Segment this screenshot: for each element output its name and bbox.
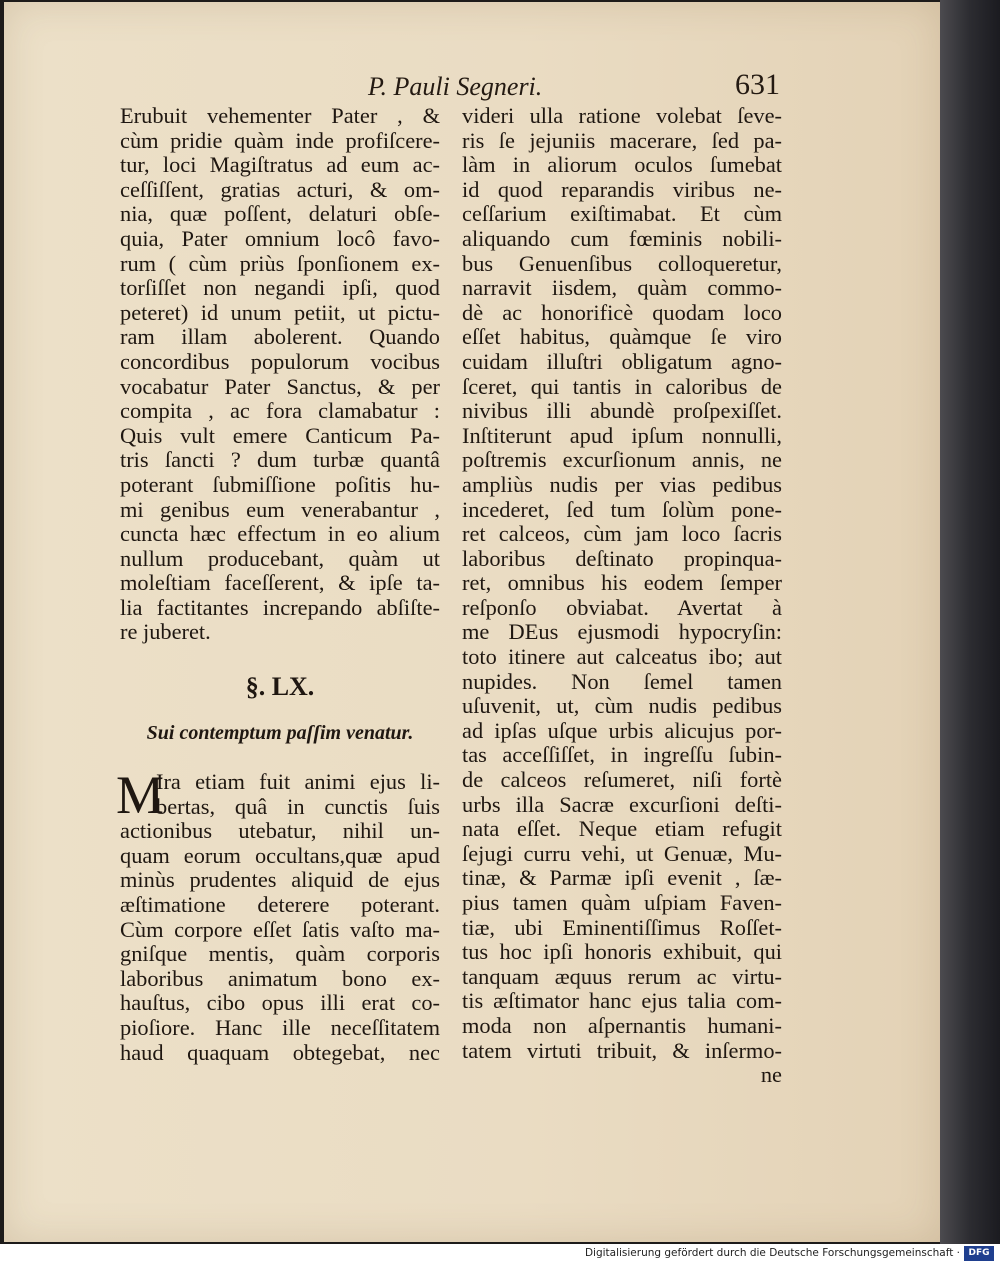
text-line: moleſtiam faceſſerent, & ipſe ta- bbox=[120, 571, 440, 596]
text-line: bertas, quâ in cunctis ſuis bbox=[156, 794, 440, 819]
text-line: Cùm corpore eſſet ſatis vaſto ma- bbox=[120, 917, 440, 942]
text-line: narravit iisdem, quàm commo- bbox=[462, 276, 782, 301]
text-line: ris ſe jejuniis macerare, ſed pa- bbox=[462, 128, 782, 153]
text-line: Inſtiterunt apud ipſum nonnulli, bbox=[462, 423, 782, 448]
text-line: laboribus animatum bono ex- bbox=[120, 966, 440, 991]
text-line: ret, omnibus his eodem ſemper bbox=[462, 571, 782, 596]
text-line: re juberet. bbox=[120, 620, 211, 645]
text-line: reſponſo obviabat. Avertat à bbox=[462, 595, 782, 620]
text-line: tis æſtimator hanc ejus talia com- bbox=[462, 989, 782, 1014]
text-line: cuidam illuſtri obligatum agno- bbox=[462, 349, 782, 374]
text-line: poſtremis excurſionum annis, ne bbox=[462, 448, 782, 473]
text-line: poterant ſubmiſſione poſitis hu- bbox=[120, 472, 440, 497]
text-line: me DEus ejusmodi hypocryſin: bbox=[462, 620, 782, 645]
text-line: compita , ac fora clamabatur : bbox=[120, 399, 440, 424]
text-line: concordibus populorum vocibus bbox=[120, 349, 440, 374]
running-title: P. Pauli Segneri. bbox=[368, 72, 543, 101]
text-line: Quis vult emere Canticum Pa- bbox=[120, 423, 440, 448]
funding-credit: Digitalisierung gefördert durch die Deutsche Forschungsgemeinschaft · bbox=[584, 1247, 960, 1259]
text-line: uſuvenit, ut, cùm nudis pedibus bbox=[462, 694, 782, 719]
text-line: ret calceos, cùm jam loco ſacris bbox=[462, 522, 782, 547]
text-line: quam eorum occultans,quæ apud bbox=[120, 843, 440, 868]
text-line: actionibus utebatur, nihil un- bbox=[120, 819, 440, 844]
text-line: quia, Pater omnium locô favo- bbox=[120, 226, 440, 251]
text-line: videri ulla ratione volebat ſeve- bbox=[462, 104, 782, 128]
text-line: làm in aliorum oculos ſumebat bbox=[462, 153, 782, 178]
text-line: haud quaquam obtegebat, nec bbox=[120, 1040, 440, 1065]
text-line: toto itinere aut calceatus ibo; aut bbox=[462, 645, 782, 670]
text-line: tas acceſſiſſet, in ingreſſu ſubin- bbox=[462, 743, 782, 768]
text-line: tur, loci Magiſtratus ad eum ac- bbox=[120, 153, 440, 178]
text-line: bus Genuenſibus colloqueretur, bbox=[462, 251, 782, 276]
text-line: eſſet habitus, quàmque ſe viro bbox=[462, 325, 782, 350]
text-line: rum ( cùm priùs ſponſionem ex- bbox=[120, 251, 440, 276]
right-column bbox=[462, 104, 782, 1088]
text-line: ſejugi curru vehi, ut Genuæ, Mu- bbox=[462, 841, 782, 866]
text-line: de calceos reſumeret, niſi fortè bbox=[462, 768, 782, 793]
footer-bar bbox=[0, 1244, 1000, 1264]
drop-cap: M bbox=[116, 765, 165, 825]
text-line: ceſſiſſent, gratias acturi, & om- bbox=[120, 177, 440, 202]
text-line: Ira etiam fuit animi ejus li- bbox=[156, 770, 440, 794]
left-column-paragraph-2 bbox=[120, 770, 440, 1065]
text-line: ampliùs nudis per vias pedibus bbox=[462, 472, 782, 497]
page-number: 631 bbox=[735, 68, 780, 101]
text-line: moda non aſpernantis humani- bbox=[462, 1013, 782, 1038]
text-line: urbs illa Sacræ excurſioni deſti- bbox=[462, 792, 782, 817]
text-line: aliquando cum fœminis nobili- bbox=[462, 226, 782, 251]
text-line: cuncta hæc effectum in eo alium bbox=[120, 522, 440, 547]
text-line: Erubuit vehementer Pater , & bbox=[120, 104, 440, 128]
text-line: nivibus illi abundè proſpexiſſet. bbox=[462, 399, 782, 424]
left-column-paragraph-1 bbox=[120, 104, 440, 645]
dfg-logo: DFG bbox=[964, 1246, 994, 1261]
text-line: hauſtus, cibo opus illi erat co- bbox=[120, 991, 440, 1016]
text-line: æſtimatione deterere poterant. bbox=[120, 892, 440, 917]
section-heading: §. LX. bbox=[245, 672, 315, 701]
text-line: ceſſarium exiſtimabat. Et cùm bbox=[462, 202, 782, 227]
text-line: ſceret, qui tantis in caloribus de bbox=[462, 374, 782, 399]
text-line: peteret) id unum petiit, ut pictu- bbox=[120, 300, 440, 325]
text-line: laboribus deſtinato propinqua- bbox=[462, 546, 782, 571]
text-line: tatem virtuti tribuit, & inſermo- bbox=[462, 1038, 782, 1063]
page-edge bbox=[940, 0, 1000, 1244]
text-line: tus hoc ipſi honoris exhibuit, qui bbox=[462, 940, 782, 965]
text-line: nupides. Non ſemel tamen bbox=[462, 669, 782, 694]
text-line: pioſiore. Hanc ille neceſſitatem bbox=[120, 1015, 440, 1040]
text-line: id quod reparandis viribus ne- bbox=[462, 177, 782, 202]
text-line: nia, quæ poſſent, delaturi obſe- bbox=[120, 202, 440, 227]
text-line: mi genibus eum venerabantur , bbox=[120, 497, 440, 522]
text-line: nullum producebant, quàm ut bbox=[120, 546, 440, 571]
text-line: tiæ, ubi Eminentiſſimus Roſſet- bbox=[462, 915, 782, 940]
text-line: dè ac honorificè quodam loco bbox=[462, 300, 782, 325]
text-line: nata eſſet. Neque etiam refugit bbox=[462, 817, 782, 842]
text-line: ram illam abolerent. Quando bbox=[120, 325, 440, 350]
section-subtitle: Sui contemptum paſſim venatur. bbox=[146, 722, 414, 744]
text-line: tanquam æquus rerum ac virtu- bbox=[462, 964, 782, 989]
text-line: cùm pridie quàm inde profiſcere- bbox=[120, 128, 440, 153]
text-line: lia factitantes increpando abſiſte- bbox=[120, 595, 440, 620]
text-line: gniſque mentis, quàm corporis bbox=[120, 942, 440, 967]
text-line: incederet, ſed tum ſolùm pone- bbox=[462, 497, 782, 522]
text-line: vocabatur Pater Sanctus, & per bbox=[120, 374, 440, 399]
text-line: pius tamen quàm uſpiam Faven- bbox=[462, 891, 782, 915]
catchword: ne bbox=[760, 1063, 782, 1088]
text-line: torſiſſet non negandi ipſi, quod bbox=[120, 276, 440, 301]
text-line: tinæ, & Parmæ ipſi evenit , ſæ- bbox=[462, 866, 782, 891]
text-line: minùs prudentes aliquid de ejus bbox=[120, 868, 440, 893]
text-line: ad ipſas uſque urbis alicujus por- bbox=[462, 718, 782, 743]
text-line: tris ſancti ? dum turbæ quantâ bbox=[120, 448, 440, 473]
